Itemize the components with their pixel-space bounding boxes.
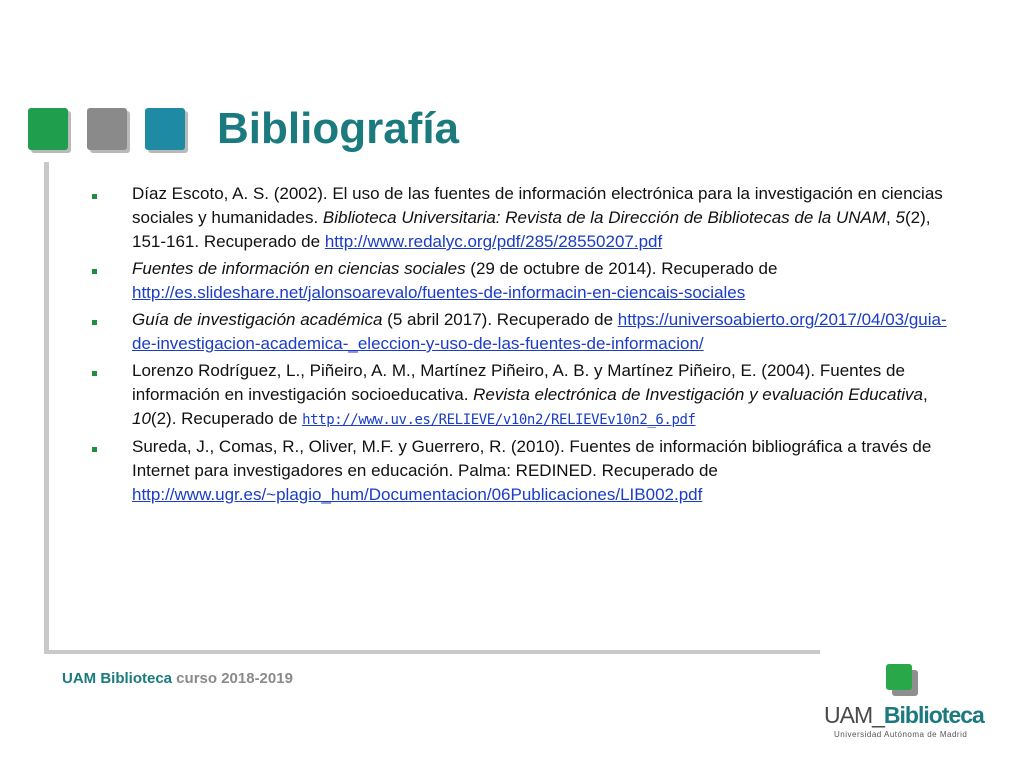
- bibliography-list: [88, 182, 968, 510]
- reference-link[interactable]: https://universoabierto.org/2017/04/03/guia-de-investigacion-academica-_eleccion-y-uso-de-las-fuentes-de-informacion/: [132, 310, 947, 353]
- bullet-icon: [92, 447, 97, 452]
- vertical-divider: [44, 162, 49, 654]
- slide-title: Bibliografía: [217, 104, 460, 153]
- reference-link[interactable]: http://www.ugr.es/~plagio_hum/Documentacion/06Publicaciones/LIB002.pdf: [132, 485, 703, 504]
- footer-course: curso 2018-2019: [172, 670, 293, 687]
- bullet-icon: [92, 269, 97, 274]
- reference-item: Lorenzo Rodríguez, L., Piñeiro, A. M., Martínez Piñeiro, A. B. y Martínez Piñeiro, E. (2004). Fuentes de información en investigación socioeducativa. Revista electrónica de Investigación y evaluación Educativa, 10(2). Recuperado de http://www.uv.es/RELIEVE/v10n2/RELIEVEv10n2_6.pdf: [88, 359, 968, 432]
- reference-link[interactable]: http://www.uv.es/RELIEVE/v10n2/RELIEVEv10n2_6.pdf: [302, 412, 696, 428]
- footer: [62, 670, 293, 687]
- reference-link[interactable]: http://es.slideshare.net/jalonsoarevalo/fuentes-de-informacin-en-ciencais-sociales: [132, 283, 746, 302]
- reference-item: Díaz Escoto, A. S. (2002). El uso de las fuentes de información electrónica para la investigación en ciencias sociales y humanidades. Biblioteca Universitaria: Revista de la Dirección de Bibliotecas de la UNAM, 5(2), 151-161. Recuperado de http://www.redalyc.org/pdf/285/28550207.pdf: [88, 182, 968, 254]
- gray-square-icon: [87, 108, 127, 150]
- reference-item: Sureda, J., Comas, R., Oliver, M.F. y Guerrero, R. (2010). Fuentes de información bibliográfica a través de Internet para investigadores en educación. Palma: REDINED. Recuperado de http://www.ugr.es/~plagio_hum/Documentacion/06Publicaciones/LIB002.pdf: [88, 435, 968, 507]
- teal-square-icon: [145, 108, 185, 150]
- bullet-icon: [92, 320, 97, 325]
- reference-link[interactable]: http://www.redalyc.org/pdf/285/28550207.pdf: [324, 232, 663, 251]
- reference-item: Guía de investigación académica (5 abril 2017). Recuperado de https://universoabierto.org/2017/04/03/guia-de-investigacion-academica-_eleccion-y-uso-de-las-fuentes-de-informacion/: [88, 308, 968, 356]
- logo-square-icon: [886, 664, 912, 690]
- green-square-icon: [28, 108, 68, 150]
- horizontal-divider: [44, 650, 820, 654]
- footer-org: UAM Biblioteca: [62, 670, 173, 687]
- bullet-icon: [92, 194, 97, 199]
- uam-biblioteca-logo: UAM_Biblioteca Universidad Autónoma de Madrid: [824, 664, 984, 744]
- reference-item: Fuentes de información en ciencias sociales (29 de octubre de 2014). Recuperado de http://es.slideshare.net/jalonsoarevalo/fuentes-de-informacin-en-ciencais-sociales: [88, 257, 968, 305]
- bullet-icon: [92, 371, 97, 376]
